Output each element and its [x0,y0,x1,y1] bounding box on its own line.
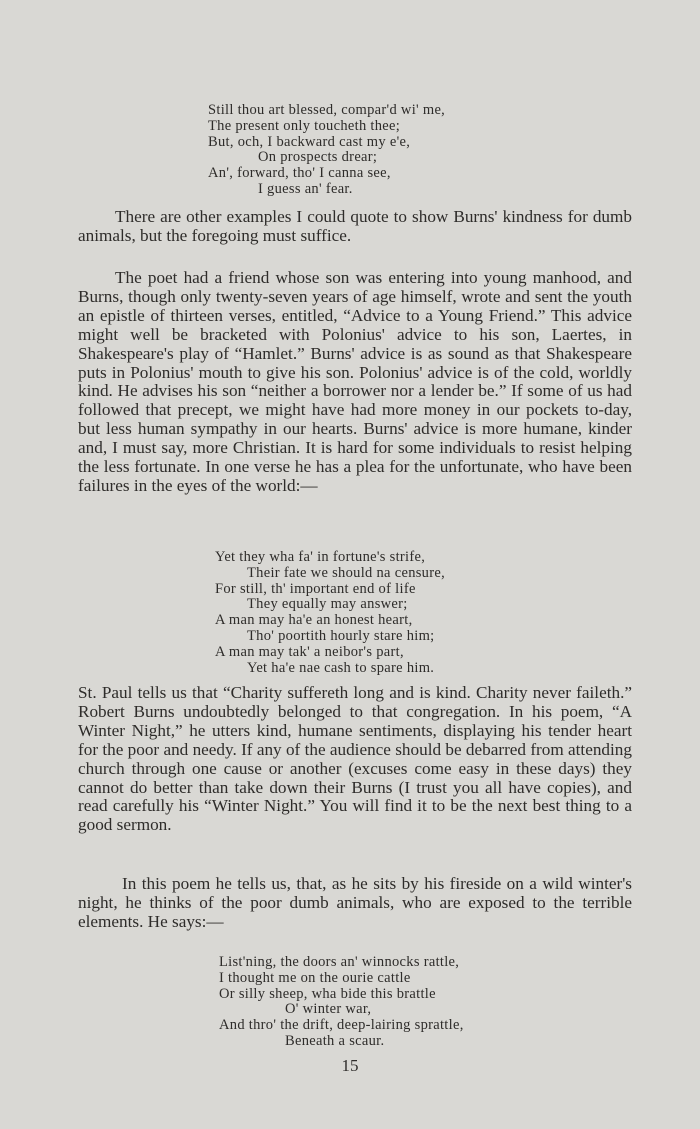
verse-line: The present only toucheth thee; [208,117,401,134]
verse-line: For still, th' important end of life [215,580,416,597]
verse-line: An', forward, tho' I canna see, [208,165,391,182]
verse-line: List'ning, the doors an' winnocks rattle, [219,954,460,970]
paragraph-winter-night: In this poem he tells us, that, as he sits by his fireside on a wild winter's night, he thinks of the poor dumb animals, who are exposed to the terrible elements. He says:— [78,874,632,931]
verse-line: Tho' poortith hourly stare him; [247,627,435,644]
paragraph-advice-young-friend: The poet had a friend whose son was entering into young manhood, and Burns, though only twenty-seven years of age himself, wrote and sent the youth an epistle of thirteen verses, entitled, “Advice to a Young Friend.” This advice might well be bracketed with Polonius' advice to his son, Laertes, in Shakespeare's play of “Hamlet.” Burns' advice is as sound as that Shakespeare puts in Polonius' mouth to give his son. Polonius' advice is of the cold, worldly kind. He advises his son “neither a borrower nor a lender be.” If some of us had followed that precept, we might have had more money in our pockets to-day, but less human sympathy in our hearts. Burns' advice is more humane, kinder and, I must say, more Christian. It is hard for some individuals to resist helping the less fortunate. In one verse he has a plea for the unfortunate, who have been failures in the eyes of the world:— [78,268,632,495]
verse-stanza-2 [215,550,445,676]
verse-line: But, och, I backward cast my e'e, [208,133,411,150]
paragraph-burns-kindness: There are other examples I could quote to show Burns' kindness for dumb animals, but the foregoing must suffice. [78,207,632,245]
verse-line: A man may tak' a neibor's part, [215,643,404,660]
verse-line: Yet they wha fa' in fortune's strife, [215,549,426,565]
page-number: 15 [341,1056,359,1075]
paragraph-charity: St. Paul tells us that “Charity suffereth long and is kind. Charity never faileth.” Robert Burns undoubtedly belonged to that congregation. In his poem, “A Winter Night,” he utters kind, humane sentiments, displaying his tender heart for the poor and needy. If any of the audience should be debarred from attending church through one cause or another (excuses come easy in these days) they cannot do better than take down their Burns (I trust you all have copies), and read carefully his “Winter Night.” You will find it to be the next best thing to a good sermon. [78,683,632,835]
verse-line: Their fate we should na censure, [247,564,446,581]
verse-stanza-1 [208,103,445,198]
verse-line: Still thou art blessed, compar'd wi' me, [208,102,446,118]
verse-line: A man may ha'e an honest heart, [215,612,413,629]
verse-line: I guess an' fear. [258,180,353,197]
verse-line: Beneath a scaur. [285,1032,385,1049]
verse-line: On prospects drear; [258,149,378,166]
verse-stanza-3 [219,955,464,1050]
verse-line: O' winter war, [285,1001,372,1018]
verse-line: They equally may answer; [247,596,408,613]
verse-line: I thought me on the ourie cattle [219,969,411,986]
verse-line: Yet ha'e nae cash to spare him. [247,659,435,676]
verse-line: And thro' the drift, deep-lairing sprattle, [219,1017,464,1034]
verse-line: Or silly sheep, wha bide this brattle [219,985,436,1002]
